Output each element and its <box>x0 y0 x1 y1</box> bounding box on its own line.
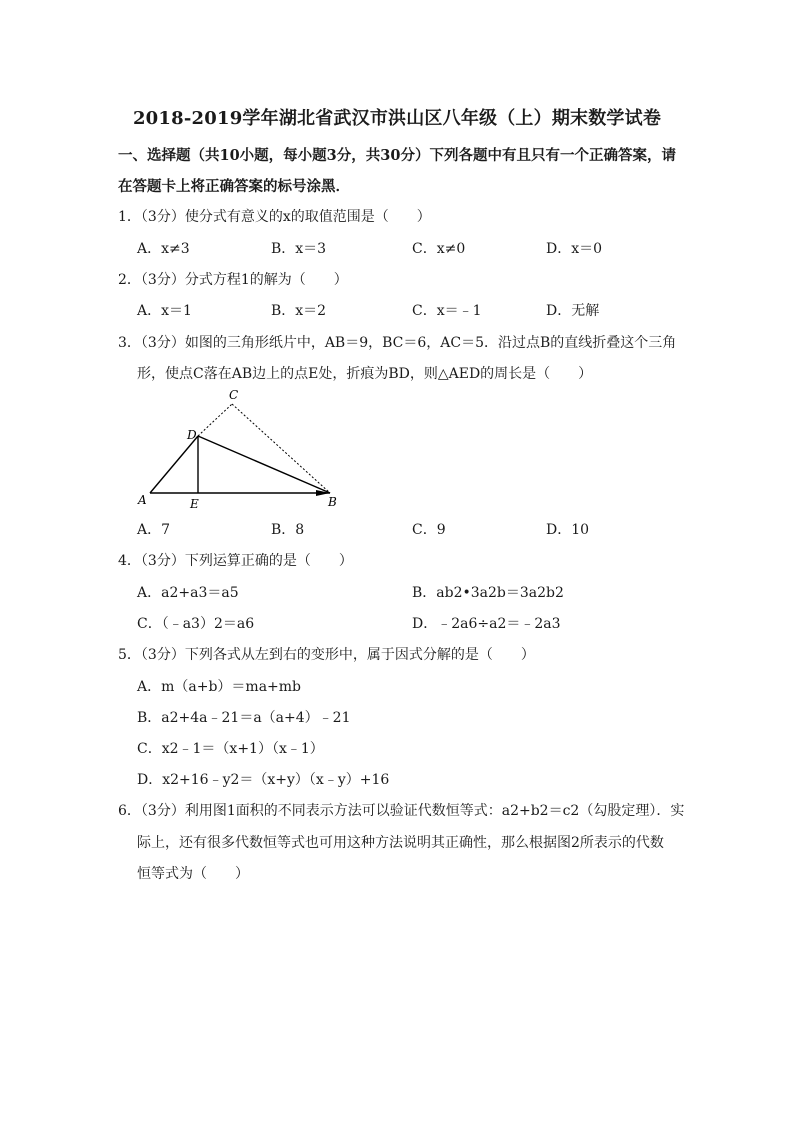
q3-option-d: D．10 <box>546 522 590 538</box>
q2-option-a: A．x＝1 <box>137 303 192 319</box>
label-a: A <box>138 493 147 507</box>
segment-db <box>198 436 330 493</box>
question-5-stem: 5．（3分）下列各式从左到右的变形中，属于因式分解的是（ ） <box>118 647 535 663</box>
label-e: E <box>190 497 199 511</box>
q1-option-d: D．x＝0 <box>546 241 603 257</box>
segment-cb-dashed <box>232 404 330 493</box>
q4-option-c: C．（﹣a3）2＝a6 <box>137 616 255 632</box>
question-4-stem: 4．（3分）下列运算正确的是（ ） <box>118 553 353 569</box>
q1-option-c: C．x≠0 <box>412 241 466 257</box>
question-3-stem-line-1: 3．（3分）如图的三角形纸片中，AB＝9，BC＝6，AC＝5．沿过点B的直线折叠这个三角 <box>118 335 677 351</box>
question-6-stem-line-1: 6．（3分）利用图1面积的不同表示方法可以验证代数恒等式：a2+b2＝c2（勾股定理）．实 <box>118 803 685 819</box>
q1-option-a: A．x≠3 <box>137 241 190 257</box>
q4-option-b: B．ab2•3a2b＝3a2b2 <box>412 585 564 601</box>
q5-option-b: B．a2+4a﹣21＝a（a+4）﹣21 <box>137 710 351 726</box>
segment-dc-dashed <box>198 404 232 436</box>
q1-option-b: B．x＝3 <box>271 241 327 257</box>
page-title: 2018-2019学年湖北省武汉市洪山区八年级（上）期末数学试卷 <box>132 108 662 129</box>
q5-option-a: A．m（a+b）＝ma+mb <box>137 679 302 695</box>
q2-option-d: D．无解 <box>546 303 600 319</box>
label-b: B <box>328 495 337 509</box>
section-heading-line-1: 一、选择题（共10小题，每小题3分，共30分）下列各题中有且只有一个正确答案，请 <box>118 147 676 164</box>
q3-option-c: C．9 <box>412 522 446 538</box>
question-6-stem-line-3: 恒等式为（ ） <box>137 866 249 882</box>
label-d: D <box>187 428 197 442</box>
q5-option-c: C．x2﹣1＝（x+1）（x﹣1） <box>137 741 324 757</box>
q3-option-a: A．7 <box>137 522 171 538</box>
q2-option-c: C．x＝﹣1 <box>412 303 482 319</box>
q5-option-d: D．x2+16﹣y2＝（x+y）（x﹣y）+16 <box>137 772 390 788</box>
segment-ad <box>150 436 198 493</box>
section-heading-line-2: 在答题卡上将正确答案的标号涂黑． <box>118 178 350 195</box>
question-6-stem-line-2: 际上，还有很多代数恒等式也可用这种方法说明其正确性，那么根据图2所表示的代数 <box>137 835 664 851</box>
triangle-figure <box>130 384 350 514</box>
q4-option-d: D．﹣2a6÷a2＝﹣2a3 <box>412 616 561 632</box>
label-c: C <box>229 388 239 402</box>
question-3-stem-line-2: 形，使点C落在AB边上的点E处，折痕为BD，则△AED的周长是（ ） <box>137 366 593 382</box>
question-1-stem: 1．（3分）使分式有意义的x的取值范围是（ ） <box>118 209 431 225</box>
q3-option-b: B．8 <box>271 522 305 538</box>
question-2-stem: 2．（3分）分式方程1的解为（ ） <box>118 272 348 288</box>
q4-option-a: A．a2+a3＝a5 <box>137 585 239 601</box>
q2-option-b: B．x＝2 <box>271 303 327 319</box>
